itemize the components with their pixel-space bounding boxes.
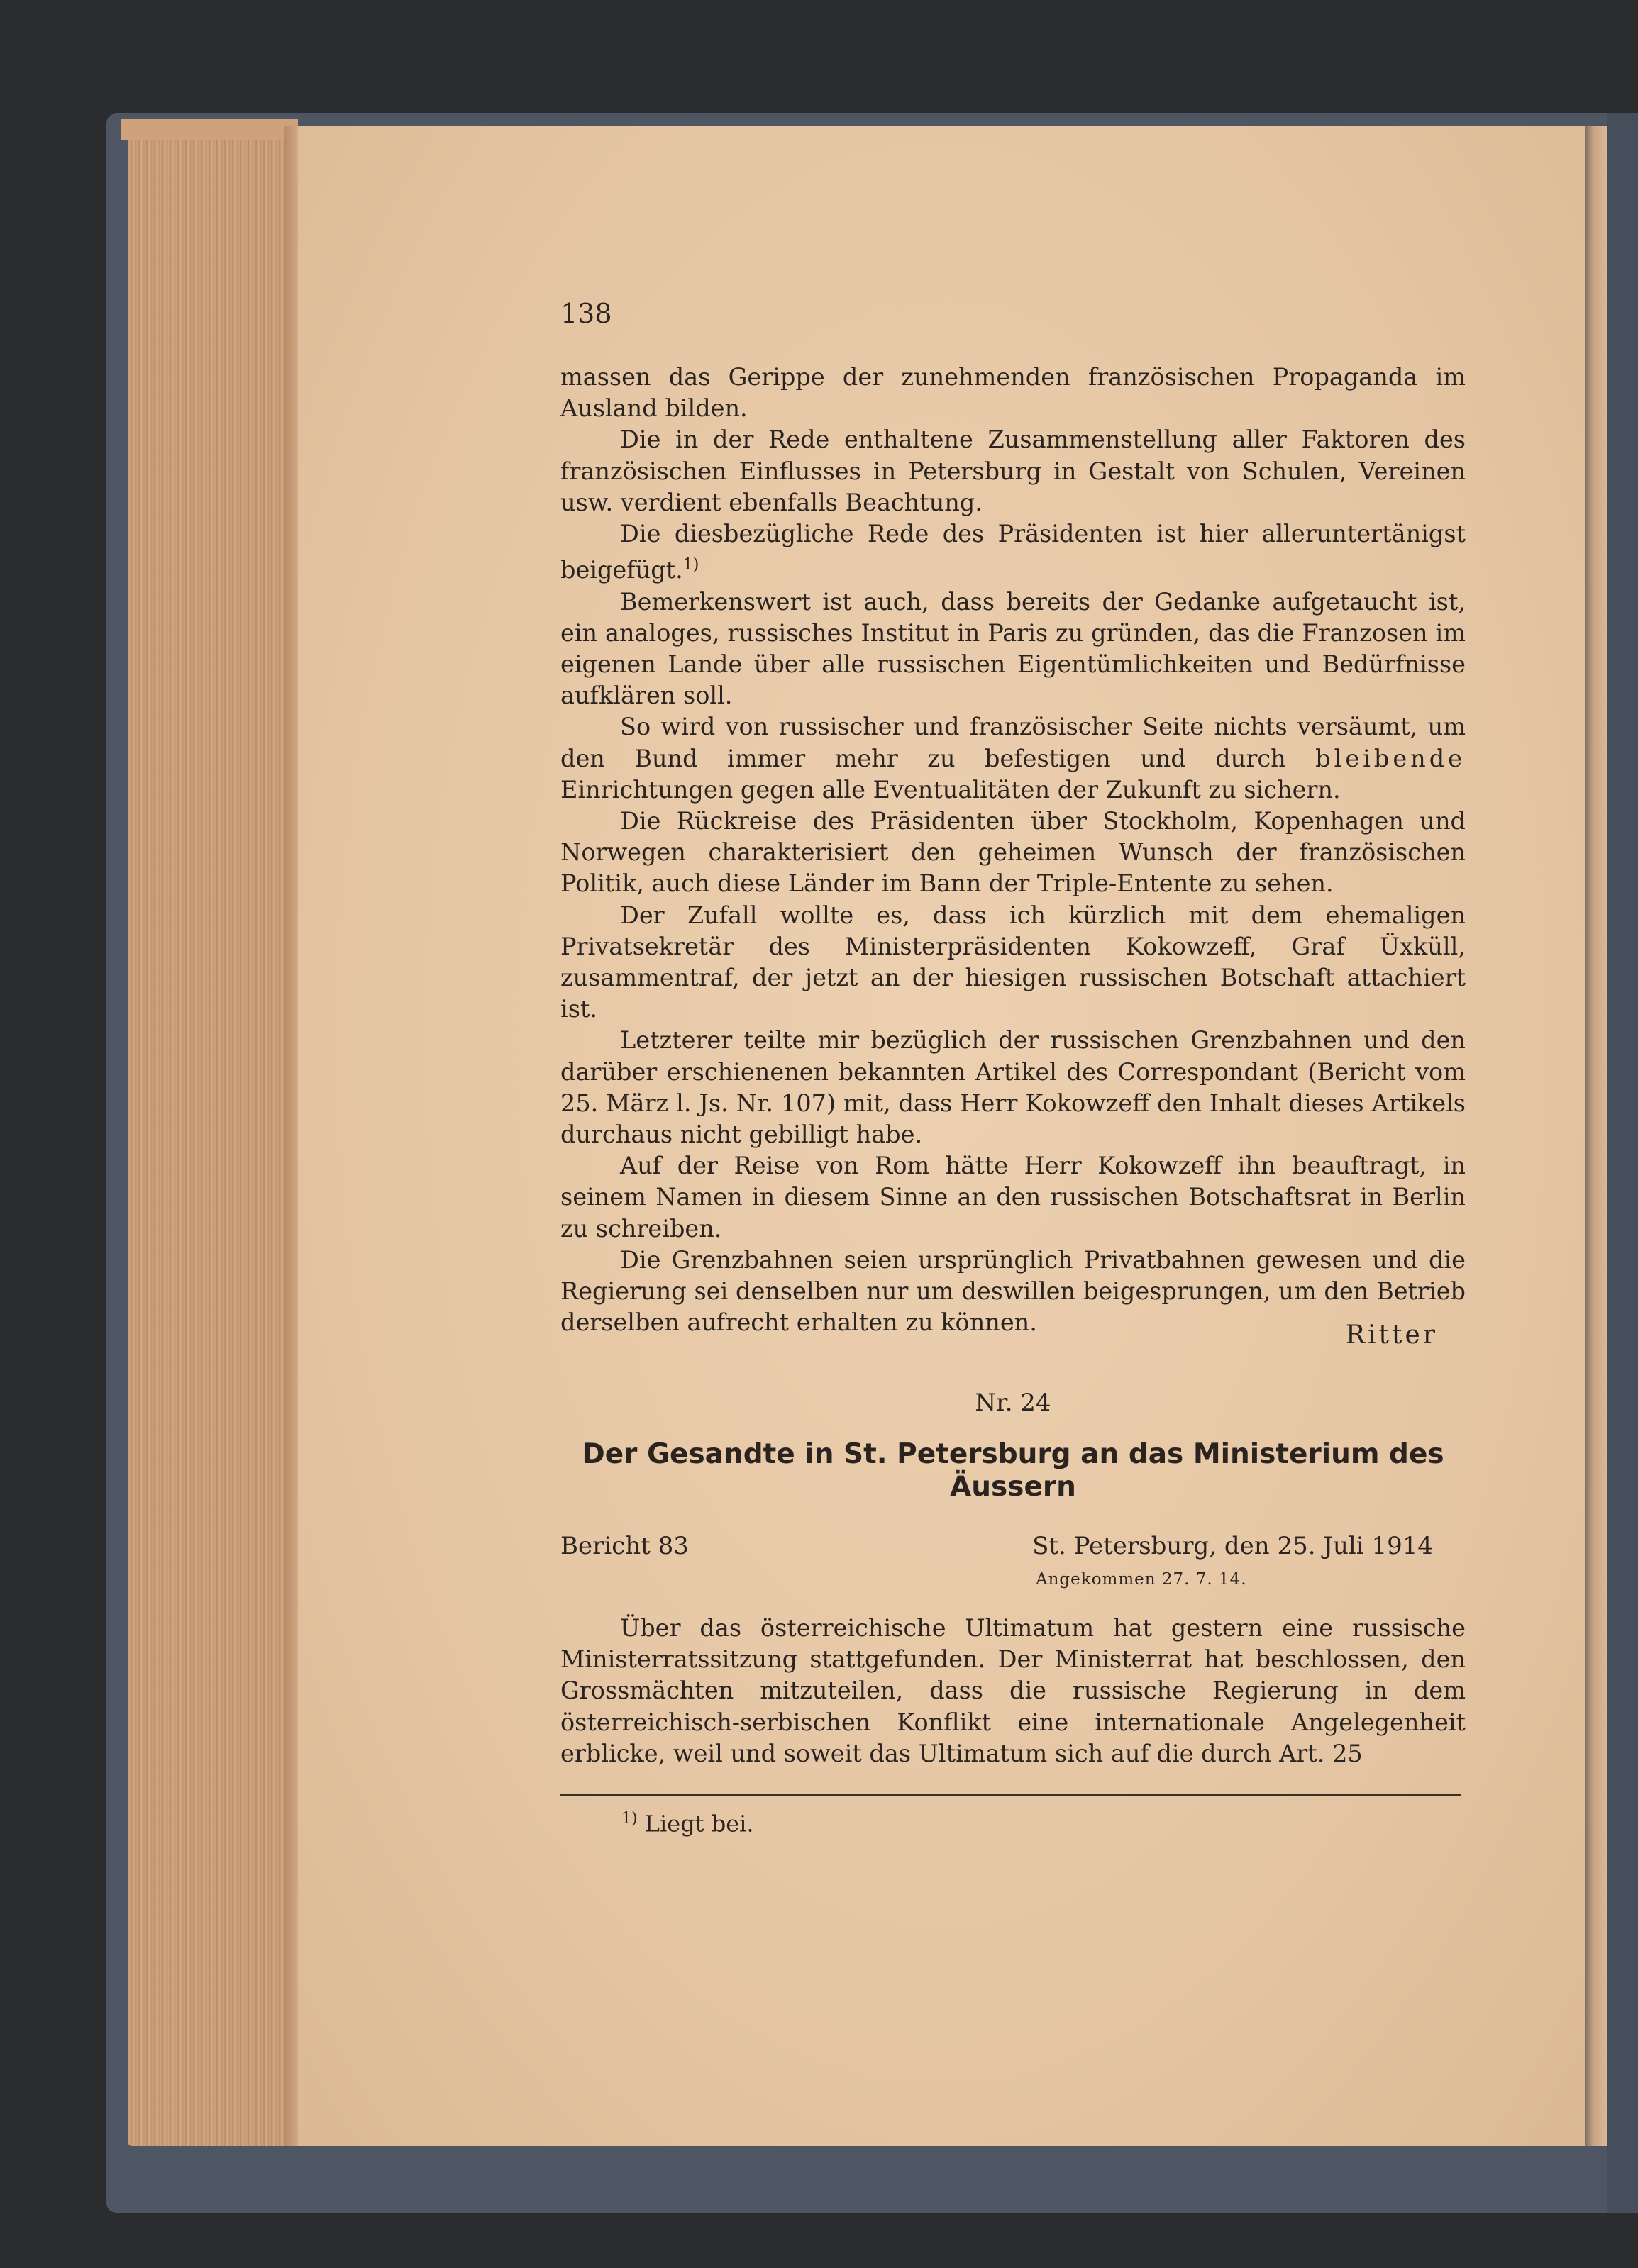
footnote-mark: 1) — [621, 1810, 638, 1828]
paragraph: Auf der Reise von Rom hätte Herr Kokowzeff ihn beauftragt, in seinem Namen in diesem Sinne an den russischen Botschaftsrat in Berlin zu schreiben. — [560, 1152, 1466, 1243]
body-text-2 — [560, 1613, 1466, 1769]
paragraph: Der Zufall wollte es, dass ich kürzlich mit dem ehemaligen Privatsekretär des Ministerpräsidenten Kokowzeff, Graf Üxküll, zusammentraf, der jetzt an der hiesigen russischen Botschaft attachiert ist. — [560, 901, 1466, 1023]
report-place-date: St. Petersburg, den 25. Juli 1914 — [1032, 1532, 1433, 1560]
report-label: Bericht 83 — [560, 1532, 689, 1560]
page-number: 138 — [560, 298, 612, 329]
paragraph: Die Grenzbahnen seien ursprünglich Privatbahnen gewesen und die Regierung sei denselben nur um deswillen beigesprungen, um den Betrieb derselben aufrecht erhalten zu können. — [560, 1245, 1466, 1337]
body-text — [560, 362, 1466, 1338]
paragraph: massen das Gerippe der zunehmenden französischen Propaganda im Ausland bilden. — [560, 363, 1466, 423]
emphasized-word: bleibende — [1315, 744, 1466, 772]
book-cover-right — [1607, 113, 1638, 2213]
paragraph: Die Rückreise des Präsidenten über Stockholm, Kopenhagen und Norwegen charakterisiert den geheimen Wunsch der französischen Politik, auch diese Länder im Bann der Triple-Entente zu sehen. — [560, 807, 1466, 898]
footnote-marker: 1) — [682, 556, 699, 574]
signature: Ritter — [1345, 1321, 1438, 1350]
paragraph: Letzterer teilte mir bezüglich der russischen Grenzbahnen und den darüber erschienenen bekannten Artikel des Correspondant (Bericht vom 25. März l. Js. Nr. 107) mit, dass Herr Kokowzeff den Inhalt dieses Artikels durchaus nicht gebilligt habe. — [560, 1026, 1466, 1149]
received-date: Angekommen 27. 7. 14. — [1036, 1570, 1247, 1589]
paragraph: Die diesbezügliche Rede des Präsidenten ist hier alleruntertänigst beigefügt.$^{1)}$ — [560, 520, 1466, 584]
paragraph: So wird von russischer und französischer Seite nichts versäumt, um den Bund immer mehr zu befestigen und durch bleibende Einrichtungen gegen alle Eventualitäten der Zukunft zu sichern. — [560, 713, 1466, 804]
paragraph: Bemerkenswert ist auch, dass bereits der Gedanke aufgetaucht ist, ein analoges, russisches Institut in Paris zu gründen, das die Franzosen im eigenen Lande über alle russischen Eigentümlichkeiten und Bedürfnisse aufklären soll. — [560, 587, 1466, 710]
footnote-text: Liegt bei. — [644, 1810, 754, 1838]
paragraph: Über das österreichische Ultimatum hat gestern eine russische Ministerratssitzung stattgefunden. Der Ministerrat hat beschlossen, den Grossmächten mitzuteilen, dass die russische Regierung in dem österreichisch-serbischen Konflikt eine internationale Angelegenheit erblicke, weil und soweit das Ultimatum sich auf die durch Art. 25 — [560, 1614, 1466, 1767]
footnote — [621, 1810, 754, 1838]
facing-page-edge — [1585, 126, 1607, 2146]
footnote-rule — [560, 1794, 1461, 1796]
page-stack-edge — [128, 126, 298, 2146]
document-heading: Der Gesandte in St. Petersburg an das Ministerium des Äussern — [582, 1438, 1444, 1503]
document-number: Nr. 24 — [975, 1389, 1051, 1417]
paragraph: Die in der Rede enthaltene Zusammenstellung aller Faktoren des französischen Einflusses in Petersburg in Gestalt von Schulen, Vereinen usw. verdient ebenfalls Beachtung. — [560, 426, 1466, 516]
